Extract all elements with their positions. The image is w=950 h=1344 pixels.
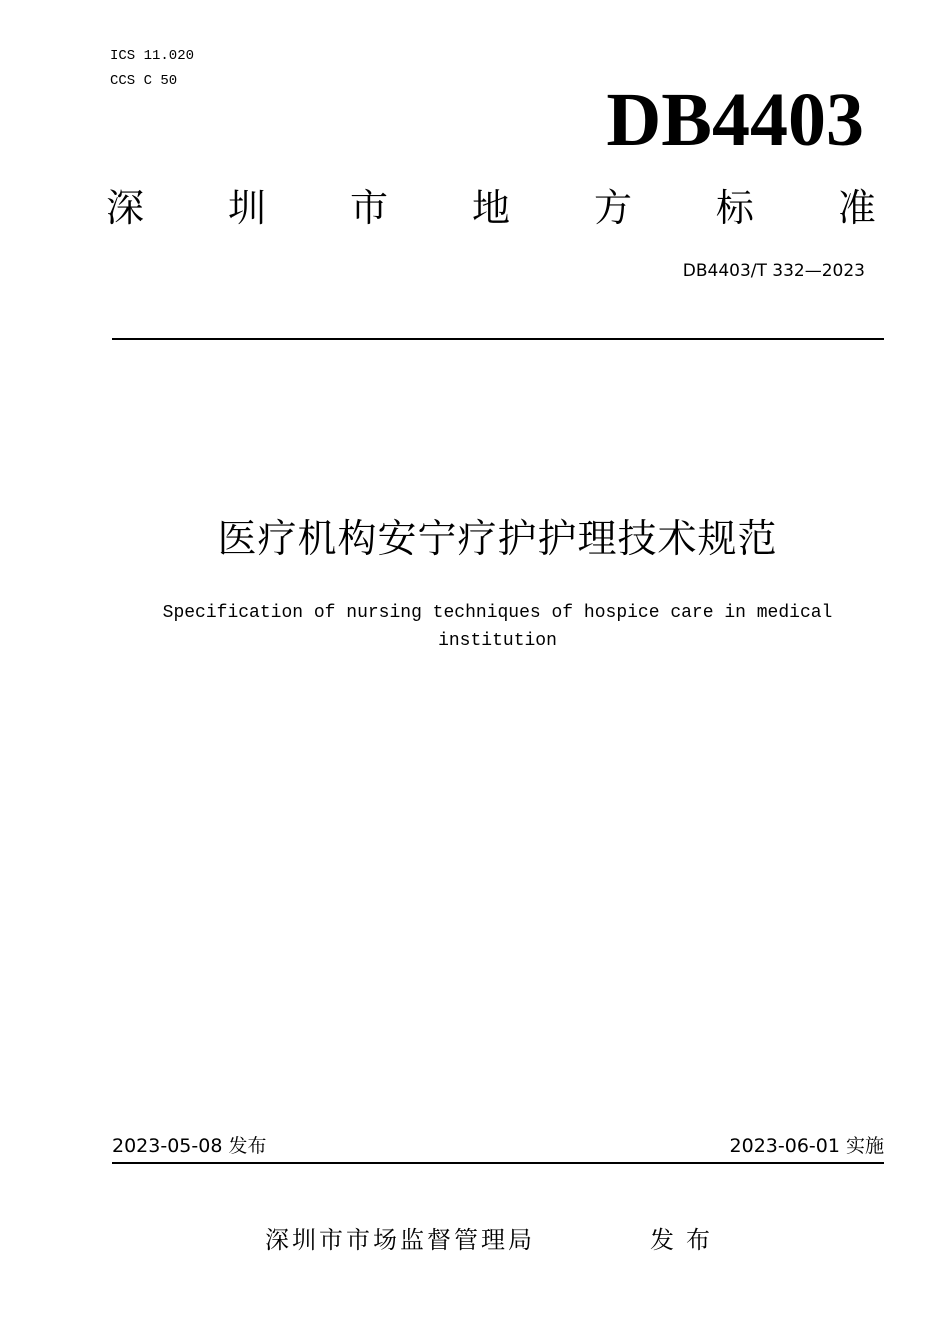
- top-divider: [112, 338, 884, 340]
- standard-type-char: 地: [471, 186, 510, 230]
- issue-date: 2023-05-08 发布: [112, 1135, 267, 1157]
- standard-type-char: 标: [715, 186, 754, 230]
- standard-type-char: 市: [349, 186, 388, 230]
- standard-type-heading: [106, 180, 876, 236]
- implementation-date: 2023-06-01 实施: [729, 1135, 884, 1157]
- standard-type-char: 圳: [227, 186, 266, 230]
- publish-label: 发布: [650, 1226, 722, 1254]
- standard-number: DB4403/T 332—2023: [682, 261, 865, 281]
- standard-code-heading: DB4403: [606, 78, 864, 162]
- publisher-name: 深圳市市场监督管理局: [265, 1226, 535, 1254]
- standard-type-char: 方: [593, 186, 632, 230]
- standard-type-char: 准: [837, 186, 876, 230]
- document-title-english-line2: institution: [438, 631, 557, 651]
- ccs-code: CCS C 50: [110, 73, 178, 89]
- ics-code: ICS 11.020: [110, 48, 195, 64]
- bottom-divider: [112, 1162, 884, 1164]
- document-title-english-line1: Specification of nursing techniques of hospice care in medical: [162, 603, 833, 623]
- document-title-chinese: 医疗机构安宁疗护护理技术规范: [217, 517, 778, 562]
- standard-type-char: 深: [106, 186, 145, 230]
